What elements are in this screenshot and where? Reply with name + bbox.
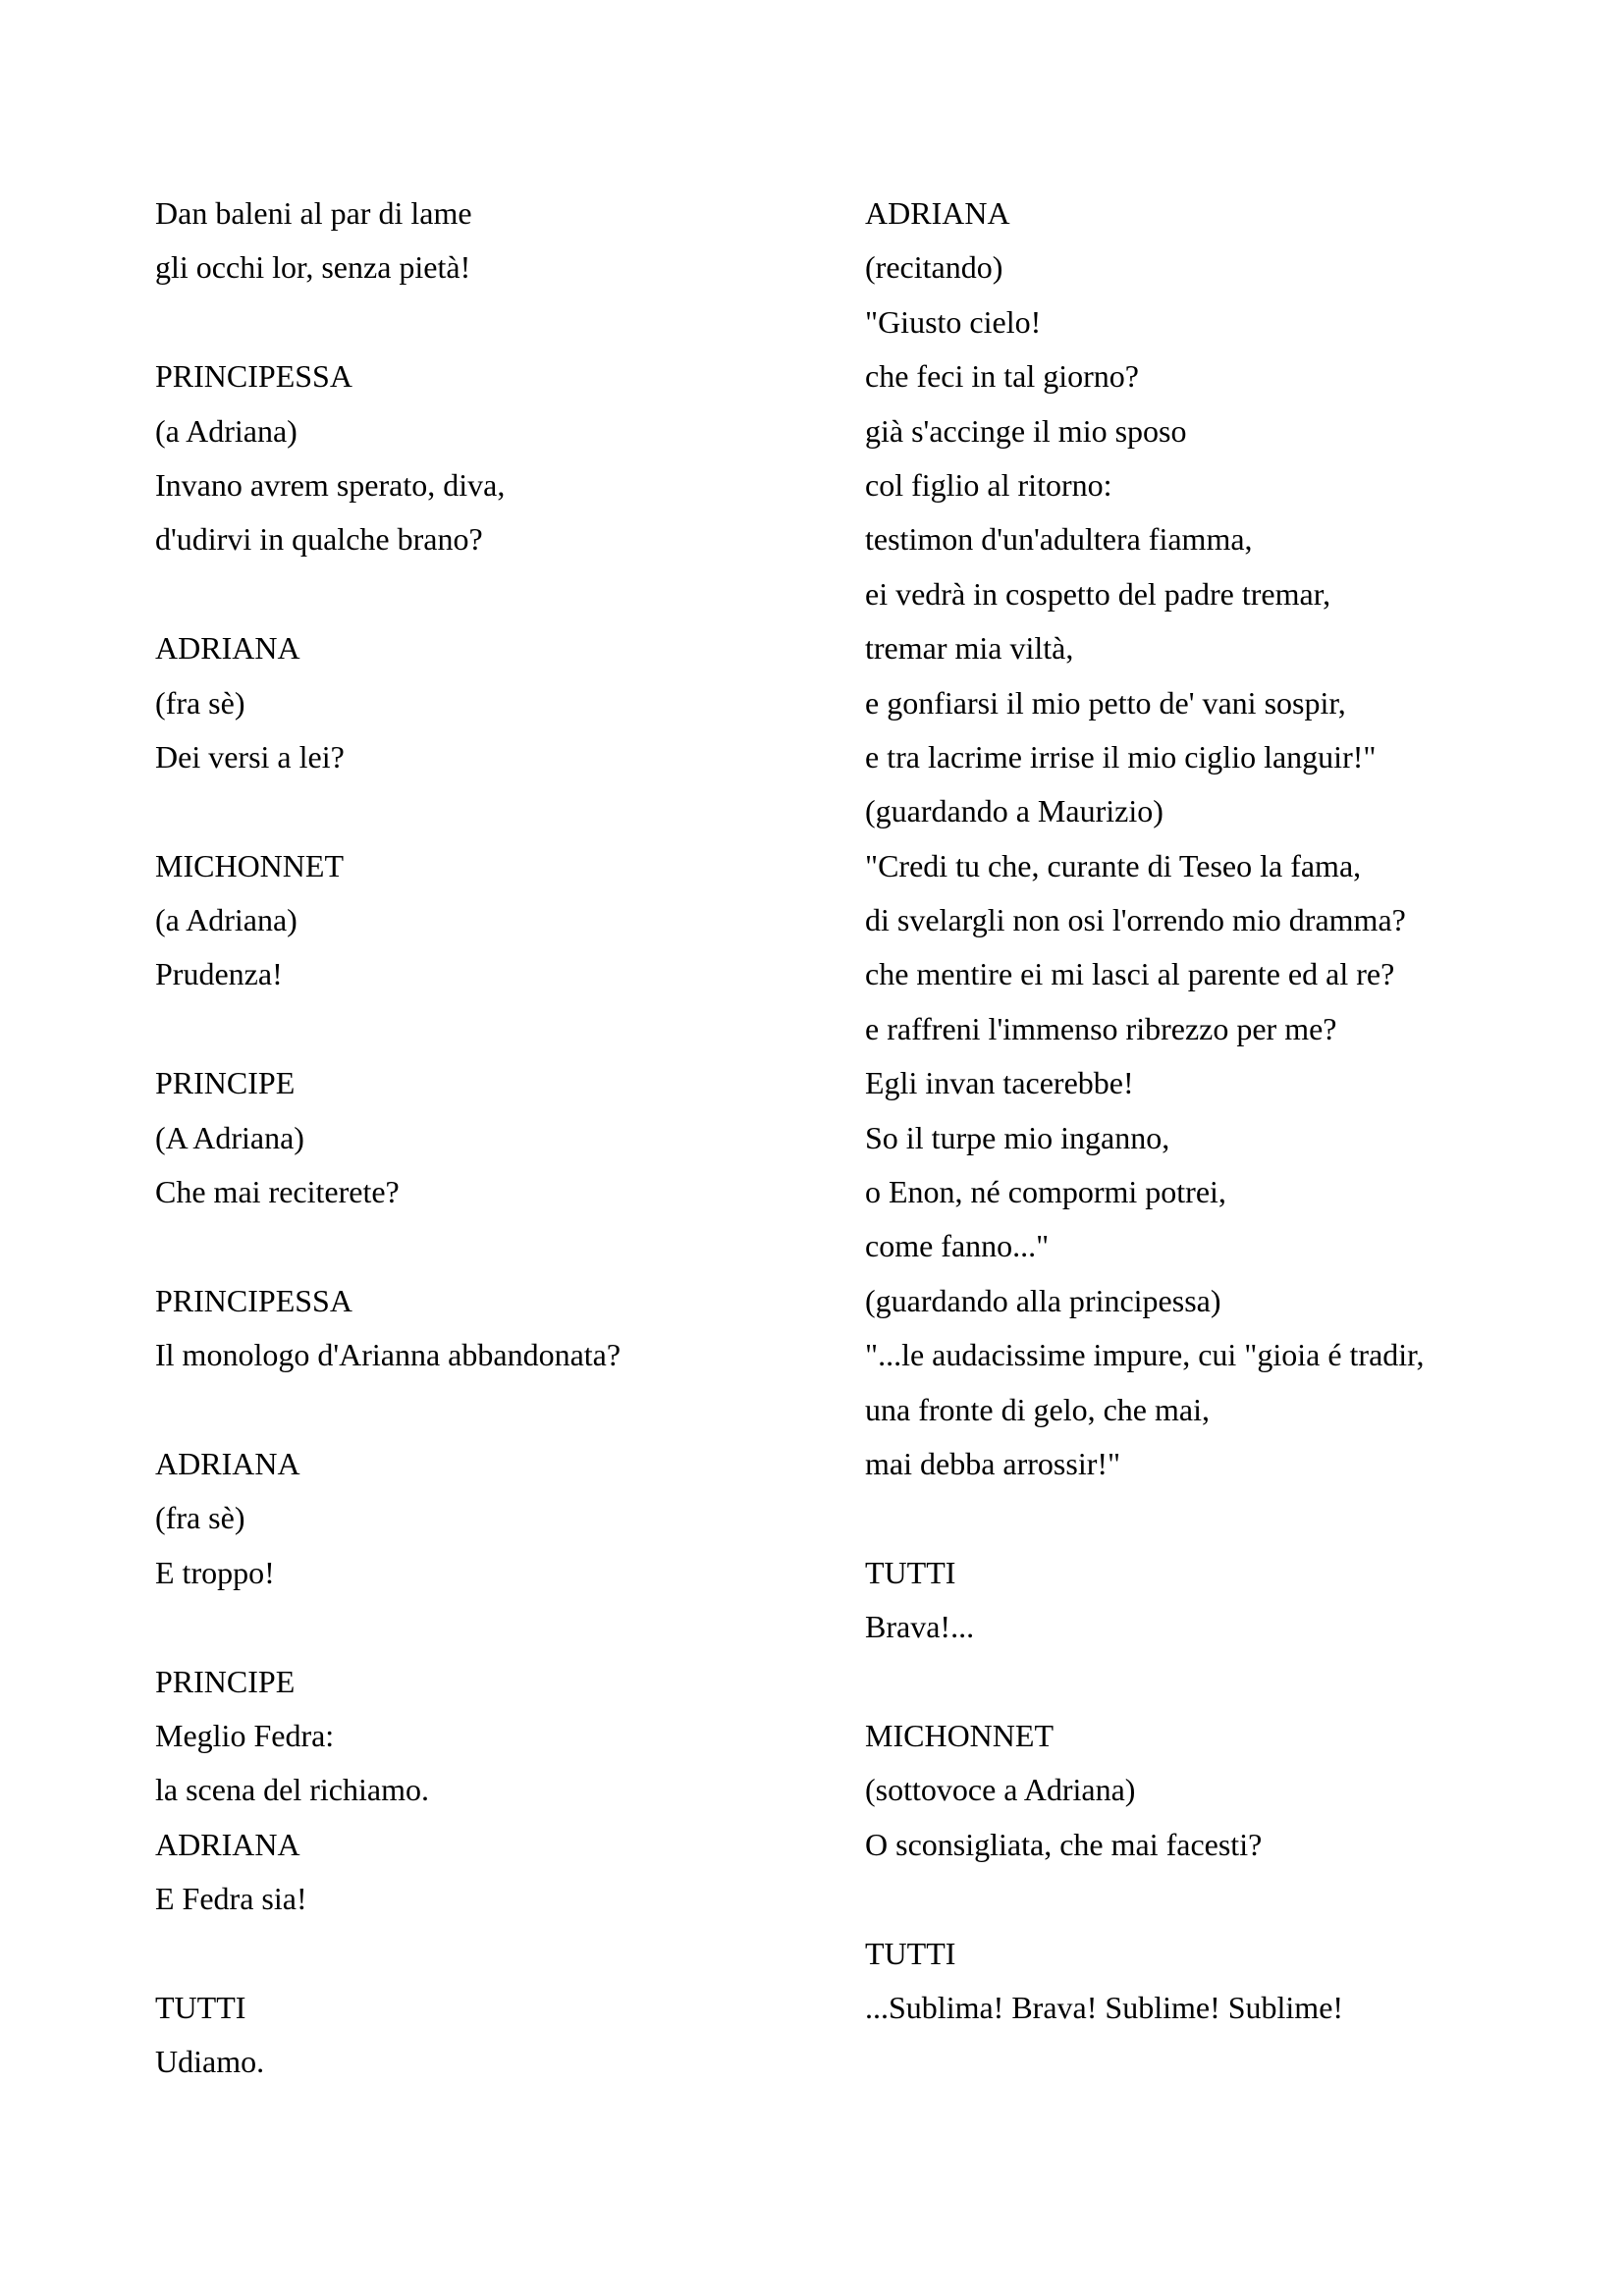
libretto-line: Il monologo d'Arianna abbandonata? bbox=[155, 1337, 622, 1373]
libretto-line: (A Adriana) bbox=[155, 1119, 304, 1155]
libretto-line: e gonfiarsi il mio petto de' vani sospir, bbox=[865, 684, 1346, 721]
libretto-line: mai debba arrossir!" bbox=[865, 1445, 1121, 1481]
libretto-line: ADRIANA bbox=[155, 1445, 300, 1481]
libretto-line: "...le audacissime impure, cui "gioia é tradir, bbox=[865, 1337, 1425, 1373]
libretto-line: (fra sè) bbox=[155, 684, 245, 721]
libretto-line: di svelargli non osi l'orrendo mio dramma? bbox=[865, 902, 1406, 938]
libretto-line: (guardando alla principessa) bbox=[865, 1282, 1221, 1318]
libretto-line: (recitando) bbox=[865, 249, 1003, 286]
libretto-line: TUTTI bbox=[865, 1554, 956, 1590]
stanza-gap bbox=[155, 784, 862, 838]
libretto-line: che mentire ei mi lasci al parente ed al re? bbox=[865, 956, 1395, 992]
libretto-line: Che mai reciterete? bbox=[155, 1174, 400, 1210]
libretto-line: Egli invan tacerebbe! bbox=[865, 1065, 1134, 1101]
stanza-gap bbox=[865, 1491, 1572, 1545]
libretto-line: (sottovoce a Adriana) bbox=[865, 1772, 1136, 1808]
libretto-line: E Fedra sia! bbox=[155, 1881, 307, 1917]
left-column bbox=[155, 187, 862, 2090]
stanza-gap bbox=[155, 1383, 862, 1437]
libretto-line: O sconsigliata, che mai facesti? bbox=[865, 1826, 1263, 1862]
libretto-line: gli occhi lor, senza pietà! bbox=[155, 249, 471, 286]
libretto-line: MICHONNET bbox=[865, 1717, 1054, 1753]
libretto-line: ADRIANA bbox=[155, 630, 300, 667]
libretto-line: "Credi tu che, curante di Teseo la fama, bbox=[865, 847, 1362, 883]
libretto-line: MICHONNET bbox=[155, 847, 344, 883]
libretto-line: testimon d'un'adultera fiamma, bbox=[865, 521, 1253, 558]
libretto-line: PRINCIPESSA bbox=[155, 358, 352, 395]
stanza-gap bbox=[155, 1219, 862, 1273]
libretto-line: (guardando a Maurizio) bbox=[865, 793, 1163, 829]
stanza-gap bbox=[155, 1927, 862, 1981]
libretto-line: TUTTI bbox=[865, 1935, 956, 1971]
libretto-line: Udiamo. bbox=[155, 2044, 265, 2080]
libretto-line: che feci in tal giorno? bbox=[865, 358, 1139, 395]
libretto-line: ...Sublima! Brava! Sublime! Sublime! bbox=[865, 1989, 1344, 2025]
libretto-line: una fronte di gelo, che mai, bbox=[865, 1391, 1210, 1427]
right-column bbox=[865, 187, 1572, 2035]
libretto-line: ei vedrà in cospetto del padre tremar, bbox=[865, 575, 1331, 612]
libretto-line: e raffreni l'immenso ribrezzo per me? bbox=[865, 1010, 1337, 1046]
libretto-line: o Enon, né compormi potrei, bbox=[865, 1174, 1226, 1210]
libretto-line: tremar mia viltà, bbox=[865, 630, 1074, 667]
libretto-line: (fra sè) bbox=[155, 1500, 245, 1536]
stanza-gap bbox=[155, 1600, 862, 1654]
stanza-gap bbox=[865, 1655, 1572, 1709]
libretto-line: Dan baleni al par di lame bbox=[155, 195, 472, 231]
libretto-line: ADRIANA bbox=[865, 195, 1010, 231]
stanza-gap bbox=[865, 1872, 1572, 1926]
libretto-line: Dei versi a lei? bbox=[155, 738, 345, 774]
libretto-line: PRINCIPE bbox=[155, 1663, 296, 1699]
libretto-line: PRINCIPESSA bbox=[155, 1282, 352, 1318]
stanza-gap bbox=[155, 1002, 862, 1056]
libretto-line: col figlio al ritorno: bbox=[865, 466, 1112, 503]
libretto-line: Invano avrem sperato, diva, bbox=[155, 466, 506, 503]
libretto-line: d'udirvi in qualche brano? bbox=[155, 521, 483, 558]
libretto-line: PRINCIPE bbox=[155, 1065, 296, 1101]
libretto-line: Meglio Fedra: bbox=[155, 1717, 335, 1753]
libretto-line: (a Adriana) bbox=[155, 902, 298, 938]
libretto-line: come fanno..." bbox=[865, 1228, 1050, 1264]
stanza-gap bbox=[155, 567, 862, 621]
libretto-line: Prudenza! bbox=[155, 956, 283, 992]
libretto-line: la scena del richiamo. bbox=[155, 1772, 429, 1808]
libretto-line: (a Adriana) bbox=[155, 412, 298, 449]
libretto-line: TUTTI bbox=[155, 1989, 246, 2025]
libretto-line: E troppo! bbox=[155, 1554, 275, 1590]
libretto-line: già s'accinge il mio sposo bbox=[865, 412, 1187, 449]
libretto-line: e tra lacrime irrise il mio ciglio languir!" bbox=[865, 738, 1377, 774]
libretto-line: So il turpe mio inganno, bbox=[865, 1119, 1170, 1155]
stanza-gap bbox=[155, 295, 862, 349]
libretto-line: Brava!... bbox=[865, 1609, 975, 1645]
libretto-line: ADRIANA bbox=[155, 1826, 300, 1862]
libretto-line: "Giusto cielo! bbox=[865, 303, 1042, 340]
